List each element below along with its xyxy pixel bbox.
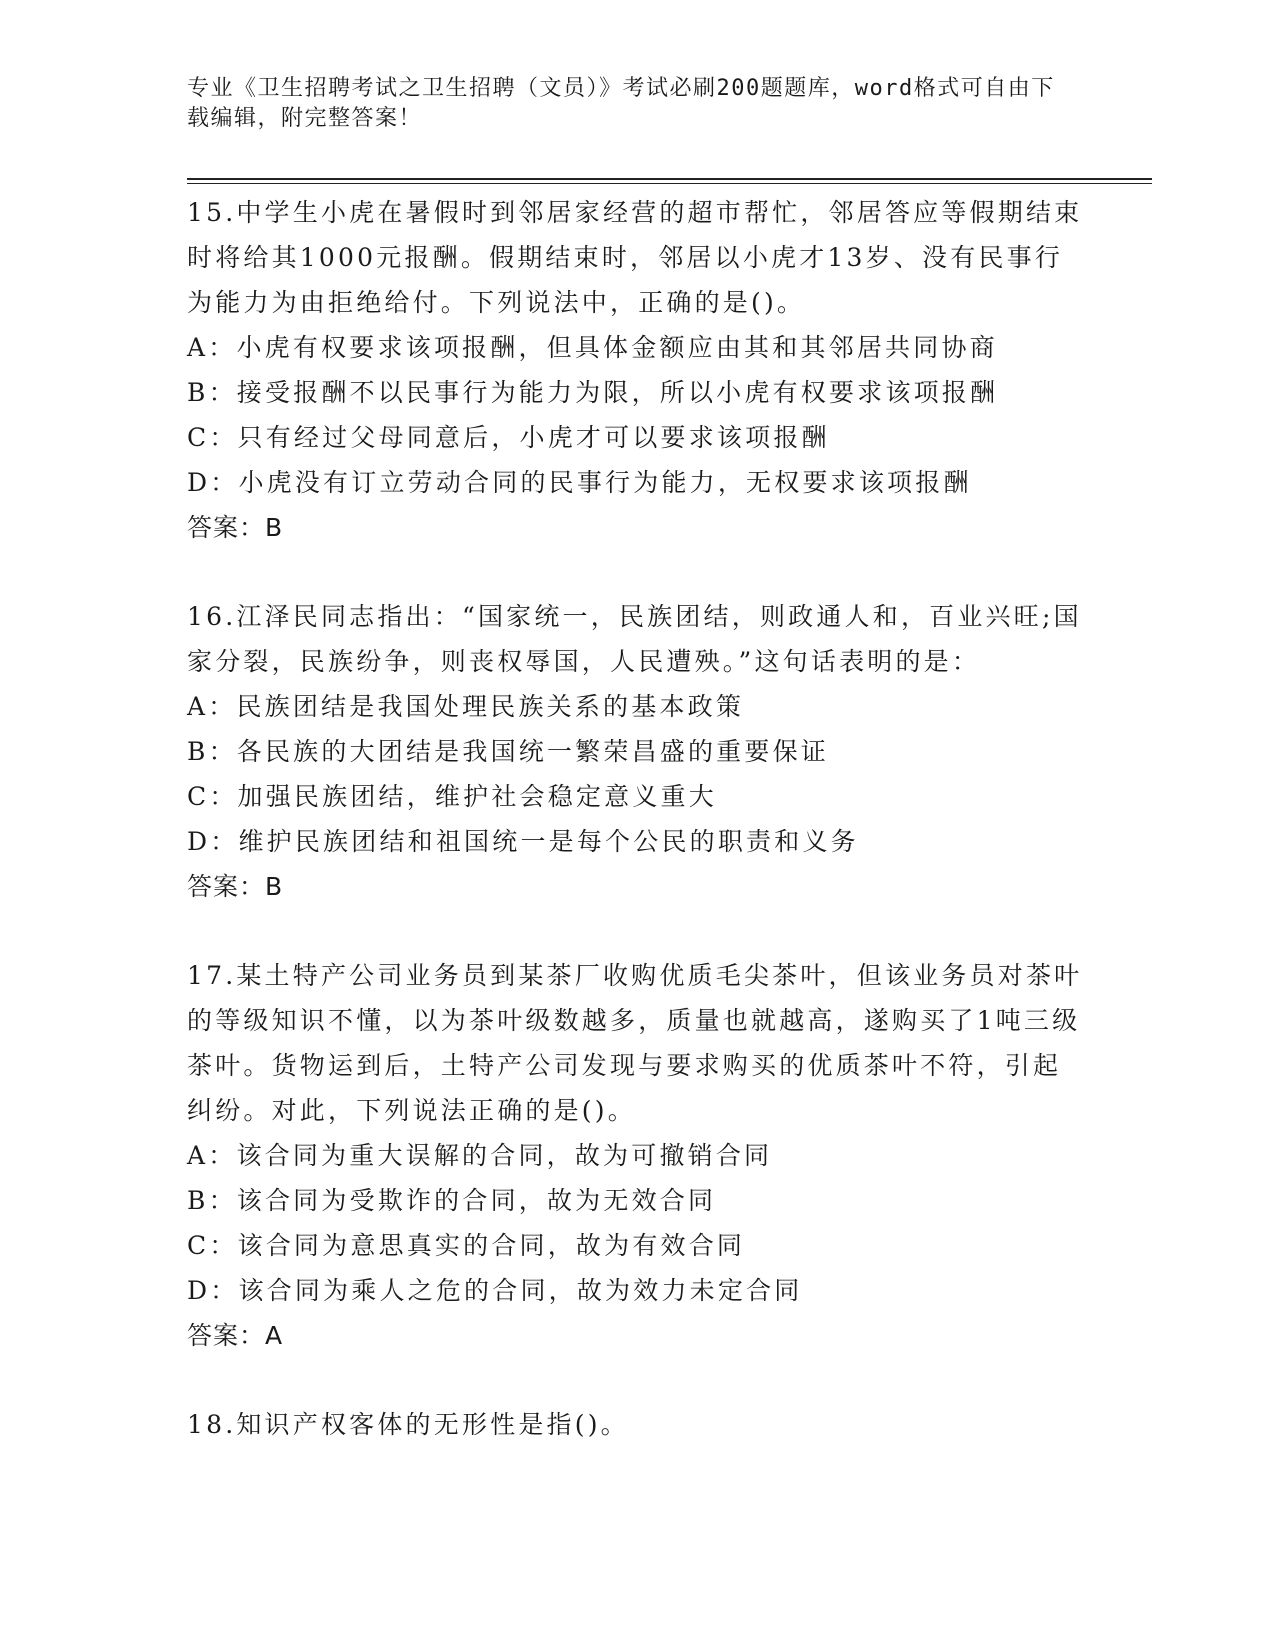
option-a: A：小虎有权要求该项报酬，但具体金额应由其和其邻居共同协商	[187, 333, 998, 362]
question-15	[187, 190, 1087, 550]
option-b: B：各民族的大团结是我国统一繁荣昌盛的重要保证	[187, 737, 829, 766]
option-b: B：该合同为受欺诈的合同，故为无效合同	[187, 1186, 717, 1215]
header-divider-thin	[187, 183, 1152, 184]
option-d: D：该合同为乘人之危的合同，故为效力未定合同	[187, 1276, 803, 1305]
question-stem: 15.中学生小虎在暑假时到邻居家经营的超市帮忙，邻居答应等假期结束时将给其1000元报酬。假期结束时，邻居以小虎才13岁、没有民事行为能力为由拒绝给付。下列说法中，正确的是()。	[187, 198, 1083, 317]
question-16	[187, 594, 1087, 909]
question-list	[187, 190, 1087, 1491]
question-17	[187, 953, 1087, 1358]
option-c: C：加强民族团结，维护社会稳定意义重大	[187, 782, 717, 811]
question-18	[187, 1402, 1087, 1447]
question-stem: 16.江泽民同志指出：“国家统一，民族团结，则政通人和，百业兴旺;国家分裂，民族纷争，则丧权辱国，人民遭殃。”这句话表明的是：	[187, 602, 1082, 676]
option-a: A：该合同为重大误解的合同，故为可撤销合同	[187, 1141, 773, 1170]
header-divider	[187, 178, 1152, 180]
option-c: C：只有经过父母同意后，小虎才可以要求该项报酬	[187, 423, 830, 452]
option-c: C：该合同为意思真实的合同，故为有效合同	[187, 1231, 746, 1260]
document-header: 专业《卫生招聘考试之卫生招聘（文员）》考试必刷200题题库，word格式可自由下载编辑，附完整答案！	[187, 76, 1055, 131]
answer: 答案：B	[187, 513, 284, 542]
question-stem: 18.知识产权客体的无形性是指()。	[187, 1410, 629, 1439]
option-a: A：民族团结是我国处理民族关系的基本政策	[187, 692, 745, 721]
option-d: D：小虎没有订立劳动合同的民事行为能力，无权要求该项报酬	[187, 468, 972, 497]
question-stem: 17.某土特产公司业务员到某茶厂收购优质毛尖茶叶，但该业务员对茶叶的等级知识不懂，以为茶叶级数越多，质量也就越高，遂购买了1吨三级茶叶。货物运到后，土特产公司发现与要求购买的优质茶叶不符，引起纠纷。对此，下列说法正确的是()。	[187, 961, 1083, 1125]
answer: 答案：B	[187, 872, 284, 901]
option-d: D：维护民族团结和祖国统一是每个公民的职责和义务	[187, 827, 859, 856]
option-b: B：接受报酬不以民事行为能力为限，所以小虎有权要求该项报酬	[187, 378, 999, 407]
answer: 答案：A	[187, 1321, 284, 1350]
